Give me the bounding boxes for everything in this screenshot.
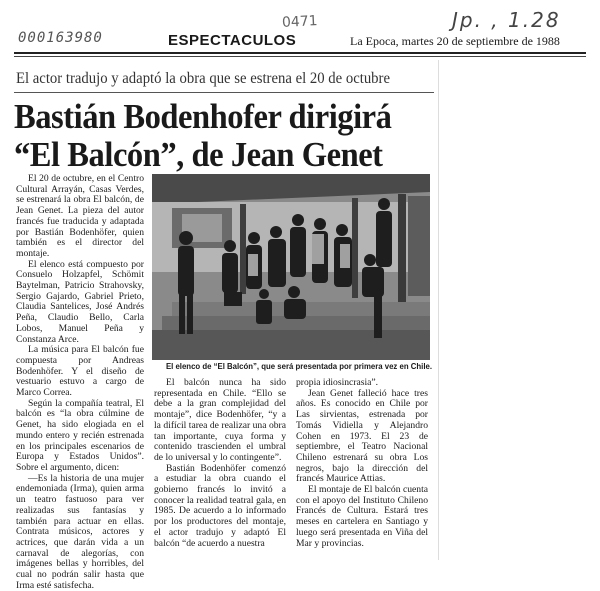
article-headline	[14, 98, 414, 174]
cast-photo	[152, 174, 430, 360]
handwritten-note: Jp. , 1.28	[452, 8, 561, 32]
article-kicker: El actor tradujo y adaptó la obra que se estrena el 20 de octubre	[16, 70, 390, 87]
paragraph: El montaje de El balcón cuenta con el apoyo del Instituto Chileno Francés de Cultura. Estará tres meses en cartelera en Santiago y luego será presentada en Viña del Mar y provincias.	[296, 484, 428, 549]
paragraph: propia idiosincrasia”.	[296, 377, 379, 388]
paragraph: Jean Genet falleció hace tres años. Es conocido en Chile por Las sirvientas, estrenada por Tomás Vidiella y Alejandro Cohen en 1973. El 23 de septiembre, el Teatro Nacional Chileno estrenará su obra Los negros, bajo la dirección del francés Maurice Attias.	[296, 387, 428, 485]
handwritten-number: 0471	[281, 13, 319, 31]
section-name: ESPECTACULOS	[168, 32, 297, 49]
paragraph: El 20 de octubre, en el Centro Cultural Arrayán, Casas Verdes, se estrenará la obra El balcón, de Jean Genet. La pieza del autor francés fue traducida y adaptada por Bastián Bodenhöfer, quien también es el director del montaje.	[16, 173, 144, 259]
kicker-rule	[14, 92, 434, 93]
headline-line-2: “El Balcón”, de Jean Genet	[14, 135, 383, 174]
paragraph: —Es la historia de una mujer endemoniada (Irma), quien arma un teatro fastuoso para ver realizadas sus fantasías y también para actuar en ellas. Contrata músicos, actores y actrices, que darán vida a un carnaval de alegorías, con imágenes bellas y horribles, del cual no podrán salir hasta que Irma esté satisfecha.	[16, 472, 144, 591]
photo-caption: El elenco de “El Balcón”, que será presentada por primera vez en Chile.	[165, 362, 432, 371]
paragraph: Bastián Bodenhöfer comenzó a estudiar la obra cuando el gobierno francés lo invitó a conocer la realidad teatral gala, en 1985. De acuerdo a lo informado por los productores del montaje, el actor tradujo y adaptó El balcón “de acuerdo a nuestra	[154, 462, 286, 549]
paragraph: El elenco está compuesto por Consuelo Holzapfel, Schömit Baytelman, Patricio Strahovsky, Sergio Gajardo, Gabriel Prieto, Claudia Santelices, José Andrés Peña, Claudio Bello, Carla Lobos, Manuel Peña y Constanza Arce.	[16, 258, 144, 345]
header-rule	[14, 52, 586, 54]
cast-photo-illustration	[152, 174, 430, 360]
paragraph: Según la compañía teatral, El balcón es “la obra cúlmine de Genet, ha sido elogiada en el mundo entero y recién estrenada en los principales escenarios de Europa y Estados Unidos”. Sobre el argumento, dicen:	[16, 397, 144, 473]
article-column-1	[16, 174, 144, 591]
paragraph: La música para El balcón fue compuesta por Andreas Bodenhöfer. Y el diseño de vestuario estuvo a cargo de Marco Correa.	[16, 344, 144, 399]
archive-code: 000163980	[18, 30, 103, 46]
article-column-3	[296, 378, 428, 549]
headline-line-1: Bastián Bodenhofer dirigirá	[14, 97, 392, 136]
header-rule-thin	[14, 56, 586, 57]
article-column-2	[154, 378, 286, 549]
scan-edge	[438, 60, 439, 560]
dateline: La Epoca, martes 20 de septiembre de 1988	[350, 34, 560, 48]
paragraph: El balcón nunca ha sido representada en Chile. “Ello se debe a la gran complejidad del montaje”, dice Bodenhöfer, “y a la difícil tarea de realizar una obra tan importante, cuya forma y contenido trascienden el umbral de lo universal y lo contingente”.	[154, 377, 286, 463]
